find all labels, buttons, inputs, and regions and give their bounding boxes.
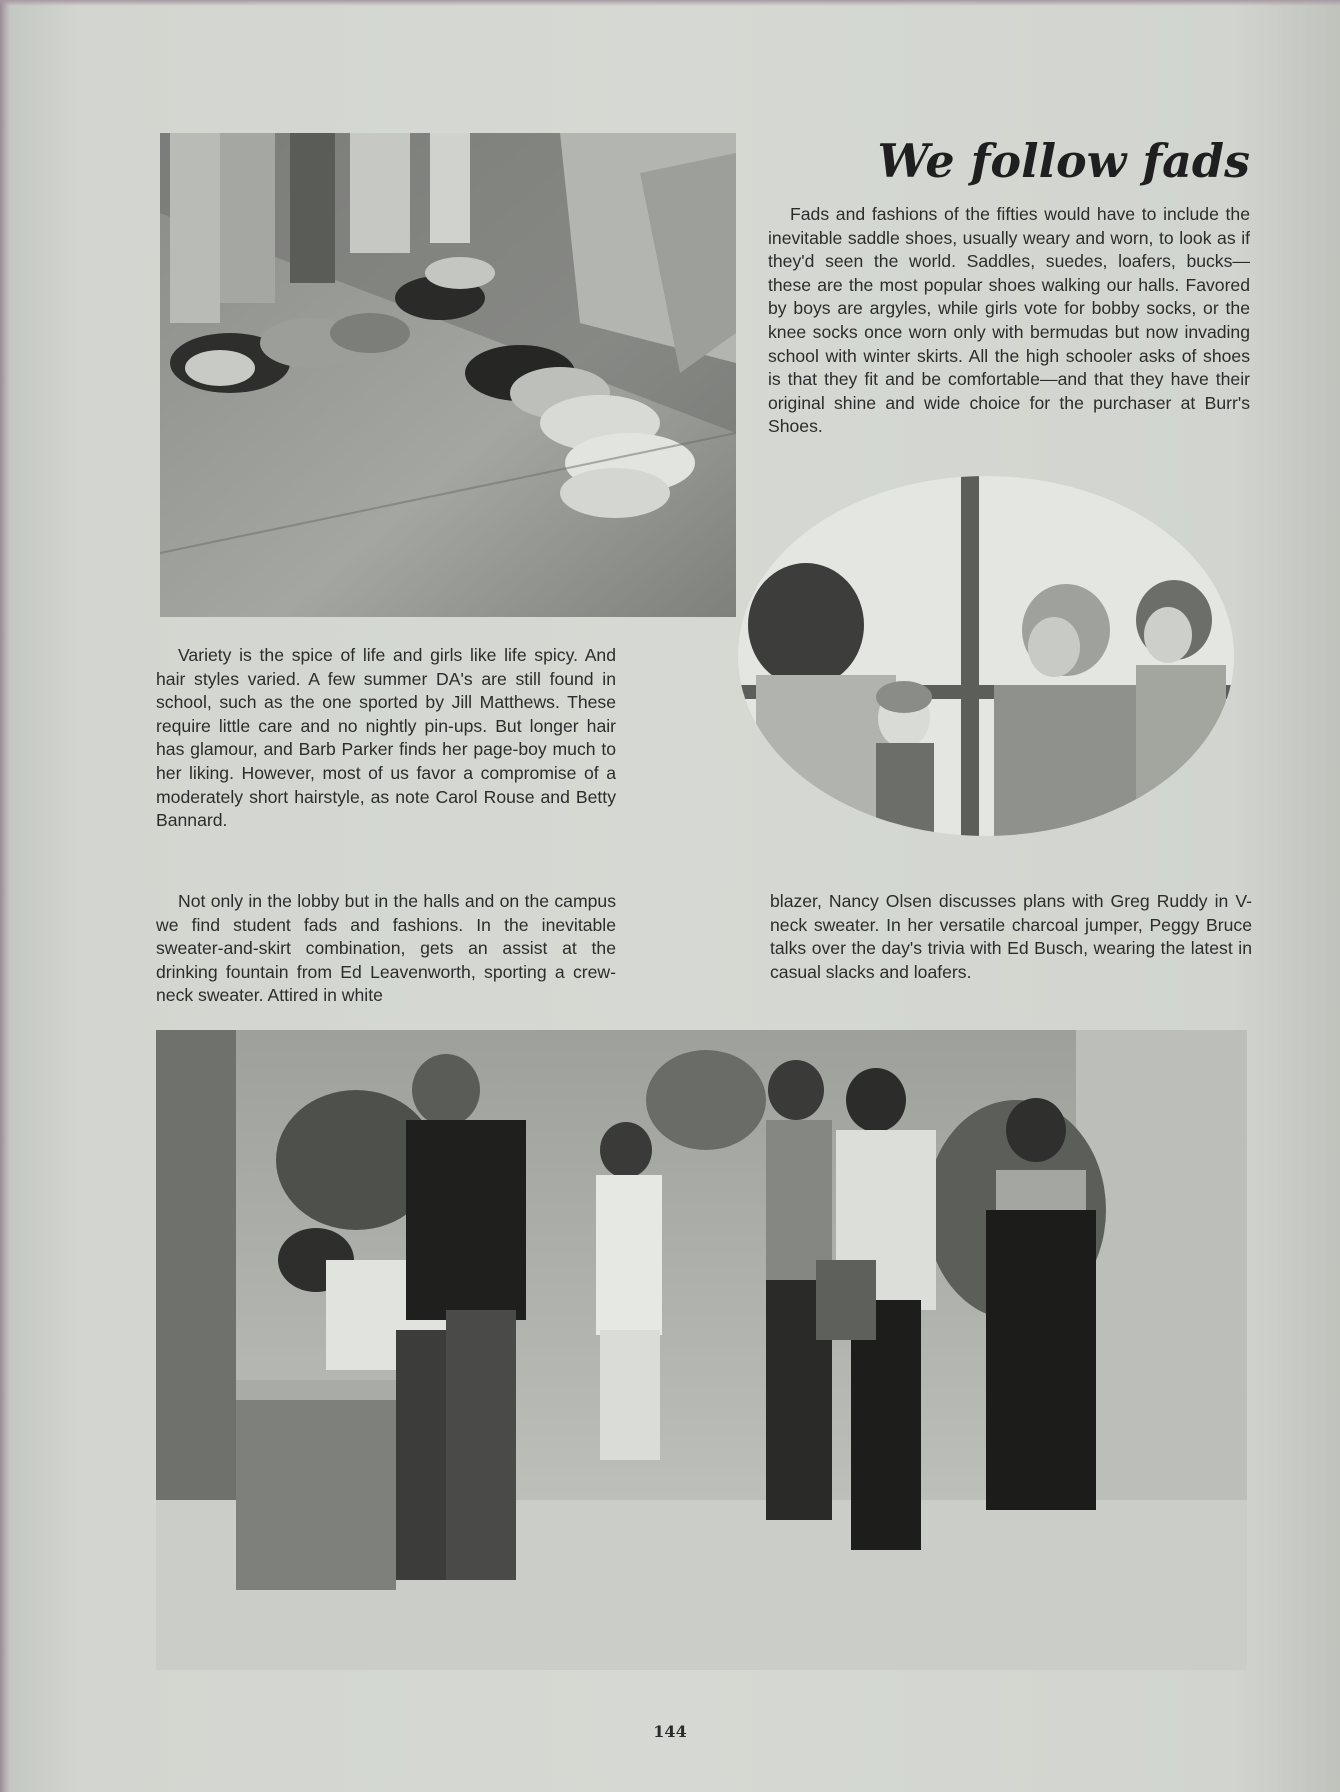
lobby-photo (156, 1030, 1247, 1670)
page-title: We follow fads (877, 134, 1250, 188)
lobby-paragraph-part-1: Not only in the lobby but in the halls and on the campus we find student fads and fashions. In the inevitable sweater-and-skirt combination, gets an assist at the drinking fountain from Ed Leavenworth, sporting a crew-neck sweater. Attired in white (156, 891, 616, 1006)
lobby-paragraph-part-2: blazer, Nancy Olsen discusses plans with Greg Ruddy in V-neck sweater. In her versatile charcoal jumper, Peggy Bruce talks over the day's trivia with Ed Busch, wearing the latest in casual slacks and loafers. (770, 891, 1252, 982)
intro-paragraph: Fads and fashions of the fifties would have to include the inevitable saddle shoes, usually weary and worn, to look as if they'd seen the world. Saddles, suedes, loafers, bucks—these are the most popular shoes walking our halls. Favored by boys are argyles, while girls vote for bobby socks, or the knee socks once worn only with bermudas but now invading school with winter skirts. All the high schooler asks of shoes is that they fit and be comfortable—and that they have their original shine and wide choice for the purchaser at Burr's Shoes. (768, 204, 1250, 437)
binding-edge (0, 0, 10, 1792)
shoes-photo (160, 133, 736, 617)
hairstyles-paragraph: Variety is the spice of life and girls like life spicy. And hair styles varied. A few summer DA's are still found in school, such as the one sported by Jill Matthews. These require little care and no nightly pin-ups. But longer hair has glamour, and Barb Parker finds her page-boy much to her liking. However, most of us favor a compromise of a moderately short hairstyle, as note Carol Rouse and Betty Bannard. (156, 645, 616, 831)
page-top-edge (0, 0, 1340, 6)
page-number: 144 (653, 1722, 687, 1741)
hairstyles-photo (736, 475, 1236, 837)
